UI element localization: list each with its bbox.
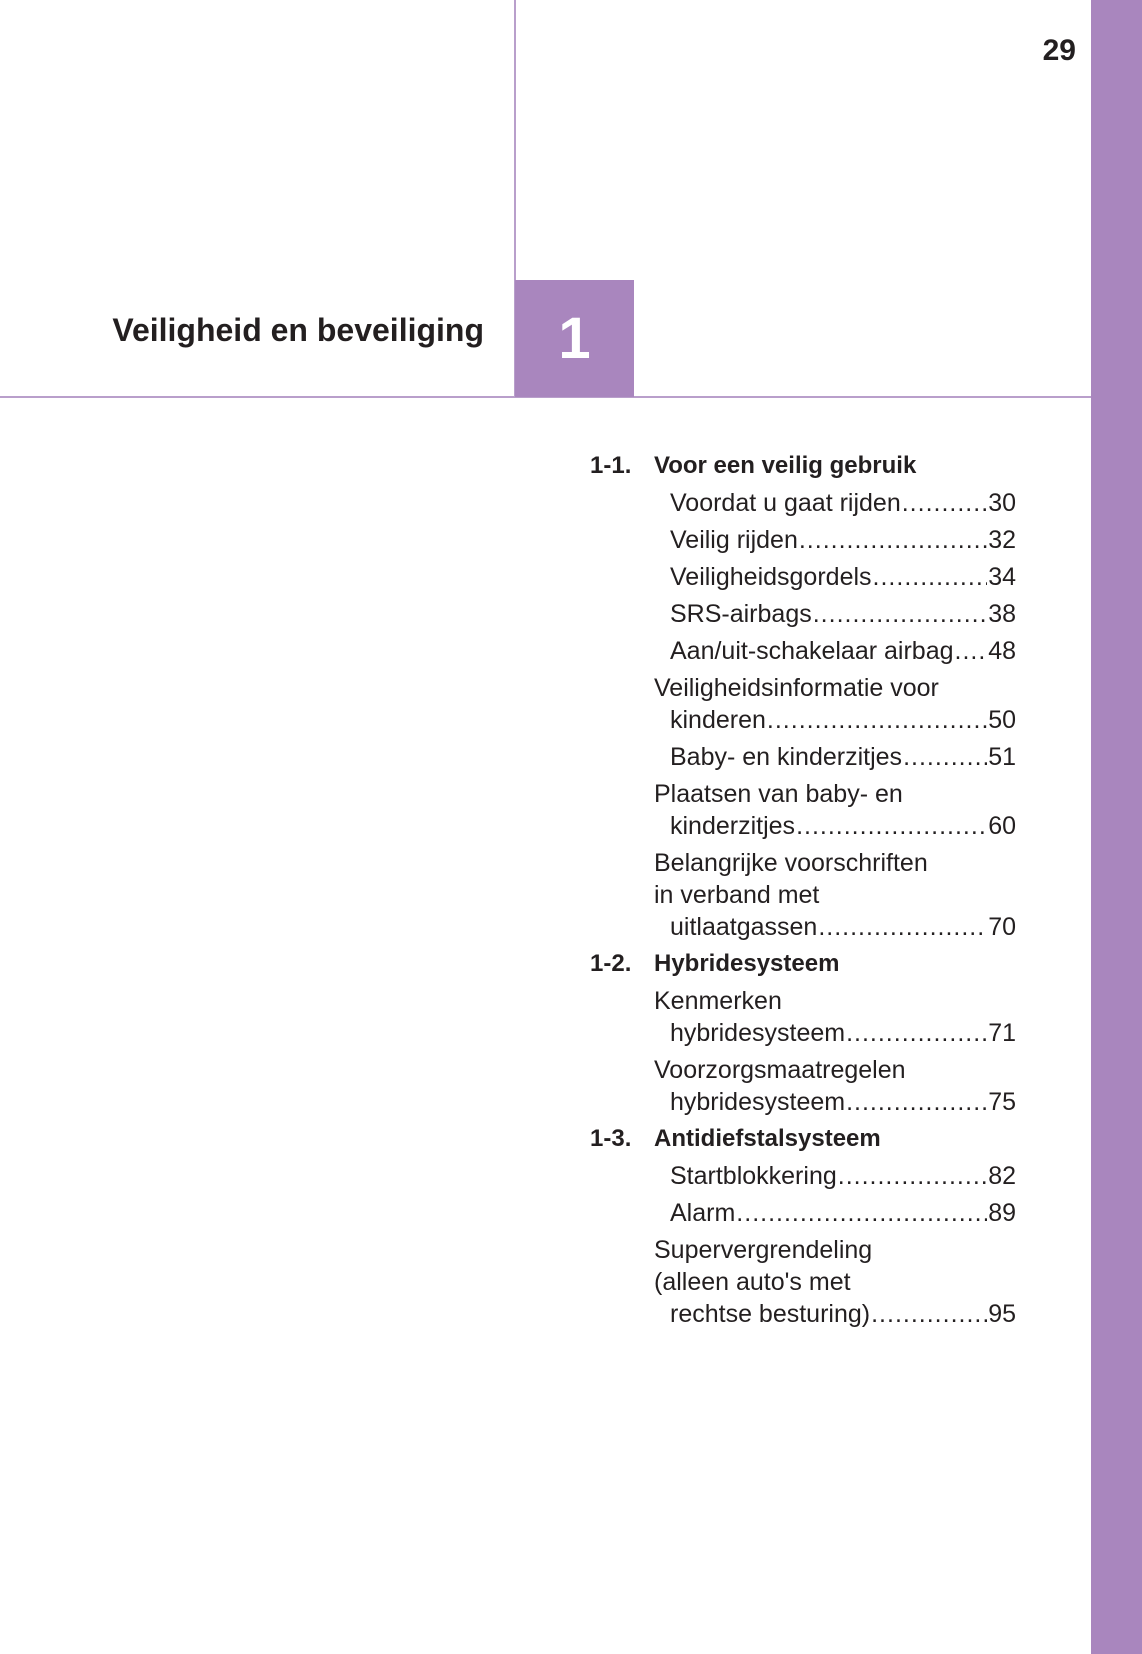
- toc-entry-leader-line: [670, 487, 1016, 519]
- section-title[interactable]: Antidiefstalsysteem: [654, 1125, 881, 1152]
- toc-entry-title: SRS-airbags: [670, 600, 812, 628]
- chapter-side-tab: [1091, 0, 1142, 1654]
- toc-entry-line: (alleen auto's met: [654, 1268, 851, 1296]
- dot-leader: [873, 561, 988, 593]
- toc-entry-line: Veiligheidsinformatie voor: [654, 674, 939, 702]
- toc-entry-title: hybridesysteem: [670, 1019, 846, 1047]
- toc-entry[interactable]: [654, 598, 1016, 630]
- toc-entry[interactable]: [654, 487, 1016, 519]
- toc-entry-line: Kenmerken: [654, 987, 782, 1015]
- toc-page-number[interactable]: 60: [988, 812, 1016, 840]
- toc-entry-title: Alarm: [670, 1199, 736, 1227]
- dot-leader: [846, 1017, 987, 1049]
- toc-section: [590, 948, 1016, 1118]
- dot-leader: [799, 524, 987, 556]
- toc-entry-leader-line: [670, 1160, 1016, 1192]
- toc-entry-title: kinderzitjes: [670, 812, 796, 840]
- toc-entry-leader-line: [670, 598, 1016, 630]
- dot-leader: [736, 1197, 987, 1229]
- toc-entry[interactable]: [654, 847, 1016, 943]
- toc-entry[interactable]: [654, 1160, 1016, 1192]
- toc-page-number[interactable]: 30: [988, 489, 1016, 517]
- toc-page-number[interactable]: 50: [988, 706, 1016, 734]
- section-number: 1-2.: [590, 950, 632, 977]
- section-number: 1-1.: [590, 452, 632, 479]
- toc-entry[interactable]: [654, 635, 1016, 667]
- dot-leader: [955, 635, 988, 667]
- toc-entry-title: kinderen: [670, 706, 766, 734]
- toc-entry-line: Supervergrendeling: [654, 1236, 873, 1264]
- toc-entry[interactable]: [654, 778, 1016, 842]
- toc-entry-leader-line: [670, 741, 1016, 773]
- table-of-contents: [590, 450, 1016, 1335]
- toc-entry-leader-line: [670, 810, 1016, 842]
- dot-leader: [871, 1298, 987, 1330]
- dot-leader: [767, 704, 987, 736]
- dot-leader: [846, 1086, 987, 1118]
- toc-page-number[interactable]: 82: [988, 1162, 1016, 1190]
- toc-entry-leader-line: [670, 1197, 1016, 1229]
- toc-page-number[interactable]: 34: [988, 563, 1016, 591]
- toc-entry-title: Veiligheidsgordels: [670, 563, 872, 591]
- toc-entry-title: Voordat u gaat rijden: [670, 489, 901, 517]
- toc-section: [590, 1123, 1016, 1330]
- toc-entry[interactable]: [654, 1054, 1016, 1118]
- dot-leader: [796, 810, 987, 842]
- toc-entry-leader-line: [670, 561, 1016, 593]
- toc-page-number[interactable]: 48: [988, 637, 1016, 665]
- page-number: 29: [1042, 34, 1076, 67]
- toc-section: [590, 450, 1016, 943]
- toc-entry-leader-line: [670, 1017, 1016, 1049]
- toc-entry-line: Plaatsen van baby- en: [654, 780, 903, 808]
- toc-entry-title: Startblokkering: [670, 1162, 837, 1190]
- section-title[interactable]: Hybridesysteem: [654, 950, 840, 977]
- toc-page-number[interactable]: 38: [988, 600, 1016, 628]
- toc-entry-title: Aan/uit-schakelaar airbag: [670, 637, 954, 665]
- dot-leader: [818, 911, 987, 943]
- toc-entry-title: uitlaatgassen: [670, 913, 818, 941]
- toc-entry-leader-line: [670, 1086, 1016, 1118]
- section-number: 1-3.: [590, 1125, 632, 1152]
- toc-page-number[interactable]: 71: [988, 1019, 1016, 1047]
- toc-page-number[interactable]: 95: [988, 1300, 1016, 1328]
- dot-leader: [838, 1160, 987, 1192]
- toc-entry[interactable]: [654, 985, 1016, 1049]
- toc-entry-title: rechtse besturing): [670, 1300, 871, 1328]
- section-title[interactable]: Voor een veilig gebruik: [654, 452, 917, 479]
- toc-entry-line: Voorzorgsmaatregelen: [654, 1056, 906, 1084]
- chapter-number-badge: 1: [515, 280, 634, 397]
- toc-entry[interactable]: [654, 561, 1016, 593]
- dot-leader: [813, 598, 987, 630]
- toc-page-number[interactable]: 70: [988, 913, 1016, 941]
- toc-page-number[interactable]: 75: [988, 1088, 1016, 1116]
- toc-entry-leader-line: [670, 635, 1016, 667]
- toc-entry-leader-line: [670, 911, 1016, 943]
- dot-leader: [902, 487, 987, 519]
- toc-entry-title: Baby- en kinderzitjes: [670, 743, 903, 771]
- toc-entry-leader-line: [670, 524, 1016, 556]
- toc-entry-title: hybridesysteem: [670, 1088, 846, 1116]
- toc-entry-line: in verband met: [654, 881, 820, 909]
- toc-entry[interactable]: [654, 1197, 1016, 1229]
- toc-entry[interactable]: [654, 524, 1016, 556]
- toc-page-number[interactable]: 51: [988, 743, 1016, 771]
- toc-page-number[interactable]: 32: [988, 526, 1016, 554]
- toc-entry[interactable]: [654, 741, 1016, 773]
- dot-leader: [903, 741, 987, 773]
- toc-entry-line: Belangrijke voorschriften: [654, 849, 928, 877]
- toc-entry-leader-line: [670, 704, 1016, 736]
- toc-entry[interactable]: [654, 1234, 1016, 1330]
- toc-entry[interactable]: [654, 672, 1016, 736]
- chapter-title: Veiligheid en beveiliging: [112, 312, 484, 348]
- toc-page-number[interactable]: 89: [988, 1199, 1016, 1227]
- toc-entry-leader-line: [670, 1298, 1016, 1330]
- toc-entry-title: Veilig rijden: [670, 526, 798, 554]
